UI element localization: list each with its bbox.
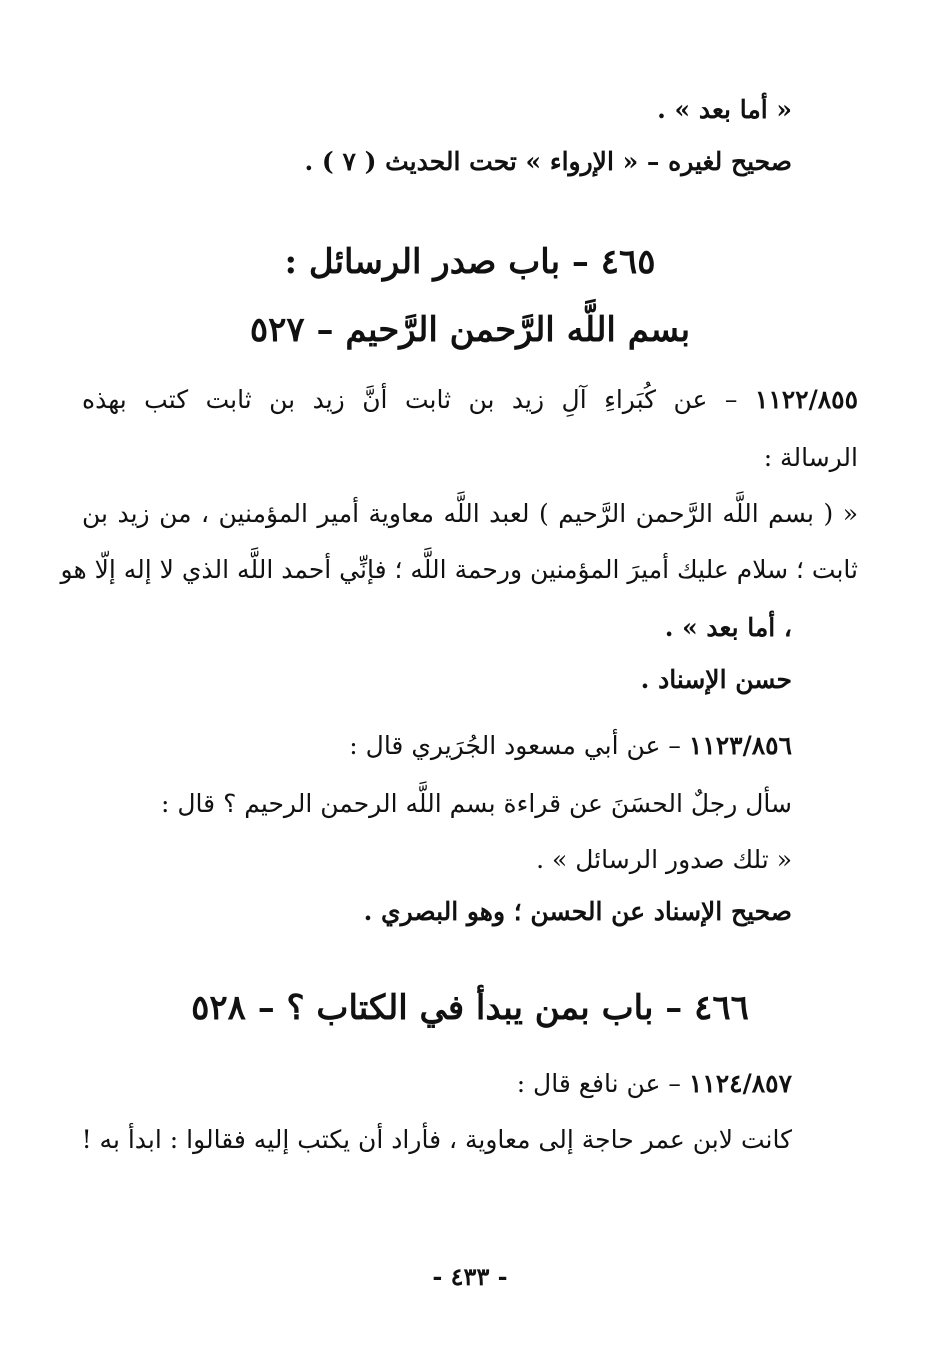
- grading-note: صحيح لغيره – « الإرواء » تحت الحديث ( ٧ ) .: [304, 147, 792, 176]
- grading-sahih: صحيح الإسناد عن الحسن ؛ وهو البصري .: [363, 897, 792, 926]
- hadith-857-line-1: [517, 1066, 792, 1102]
- hadith-text: – عن أبي مسعود الجُرَيري قال :: [349, 731, 681, 760]
- quote-amma-bad: « أما بعد » .: [657, 95, 792, 124]
- hadith-856-line-2: سأل رجلٌ الحسَنَ عن قراءة بسم اللَّه الرحمن الرحيم ؟ قال :: [161, 789, 792, 818]
- hadith-text: – عن كُبَراءِ آلِ زيد بن ثابت أنَّ زيد بن ثابت كتب بهذه: [82, 385, 738, 414]
- hadith-855-line-2: الرسالة :: [763, 443, 858, 472]
- hadith-855-line-4: ثابت ؛ سلام عليك أميرَ المؤمنين ورحمة اللَّه ؛ فإنِّي أحمد اللَّه الذي لا إله إلّا هو: [60, 555, 858, 584]
- chapter-heading-465: ٤٦٥ – باب صدر الرسائل :: [284, 242, 656, 282]
- hadith-855-line-3: « ( بسم اللَّه الرَّحمن الرَّحيم ) لعبد اللَّه معاوية أمير المؤمنين ، من زيد بن: [82, 499, 858, 528]
- page-number: - ٤٣٣ -: [432, 1262, 508, 1291]
- hadith-text: – عن نافع قال :: [516, 1069, 681, 1098]
- hadith-856-line-3: « تلك صدور الرسائل » .: [536, 845, 792, 874]
- hadith-855-line-5: ، أما بعد » .: [664, 613, 792, 642]
- hadith-number: ١١٢٣/٨٥٦: [688, 731, 792, 760]
- hadith-number: ١١٢٤/٨٥٧: [688, 1069, 792, 1098]
- chapter-heading-527: بسم اللَّه الرَّحمن الرَّحيم – ٥٢٧: [249, 310, 691, 350]
- text-line: [657, 92, 792, 128]
- hadith-857-line-2: كانت لابن عمر حاجة إلى معاوية ، فأراد أن يكتب إليه فقالوا : ابدأ به !: [81, 1125, 792, 1154]
- chapter-heading-466: ٤٦٦ – باب بمن يبدأ في الكتاب ؟ – ٥٢٨: [191, 988, 749, 1028]
- grading-hasan: حسن الإسناد .: [640, 665, 792, 694]
- hadith-856-line-1: [349, 728, 792, 764]
- hadith-number: ١١٢٢/٨٥٥: [754, 385, 859, 414]
- hadith-855-line-1: [82, 382, 858, 418]
